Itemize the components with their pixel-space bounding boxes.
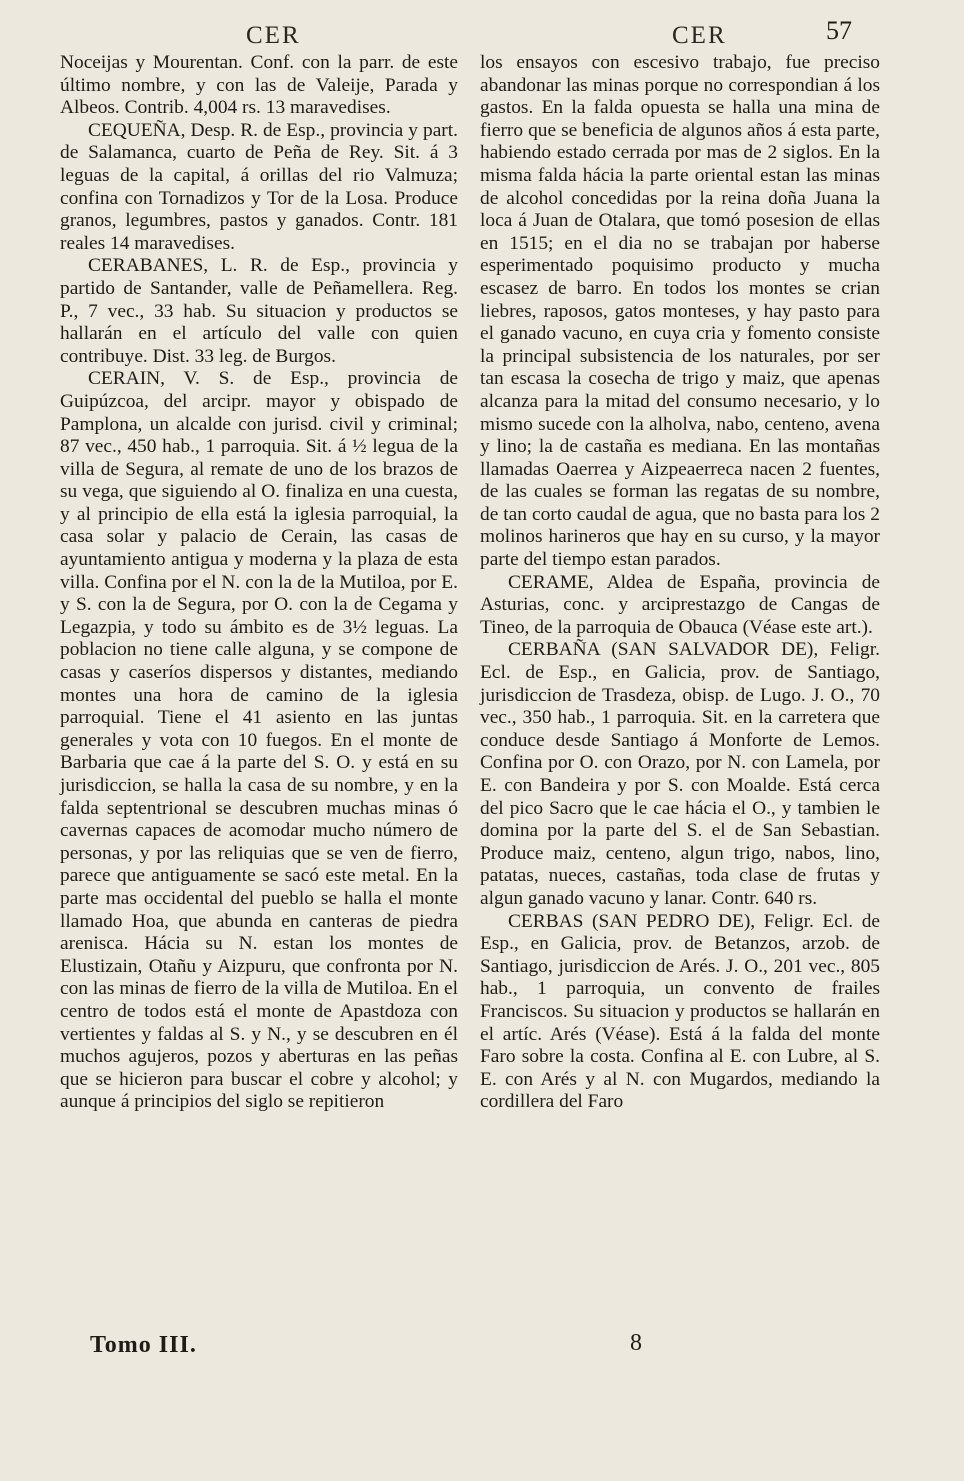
signature-mark: 8	[630, 1330, 642, 1356]
entry-paragraph: CERAIN, V. S. de Esp., provincia de Guipúzcoa, del arcipr. mayor y obispado de Pamplona, un alcalde con jurisd. civil y criminal; 87 vec., 450 hab., 1 parroquia. Sit. á ½ legua de la villa de Segura, al remate de uno de los brazos de su vega, que siguiendo al O. finaliza en una cuesta, y al principio de ella está la iglesia parroquial, la casa solar y palacio de Cerain, las casas de ayuntamiento antigua y moderna y la plaza de esta villa. Confina por el N. con la de la Mutiloa, por E. y S. con la de Segura, por O. con la de Cegama y Legazpia, y todo su ámbito es de 3½ leguas. La poblacion no tiene calle alguna, y se compone de casas y caseríos dispersos y distantes, mediando montes una hora de camino de la iglesia parroquial. Tiene el 41 asiento en las juntas generales y vota con 10 fuegos. En el monte de Barbaria que cae á la parte del S. O. y está en su jurisdiccion, se halla la casa de su nombre, y en la falda septentrional se descubren muchas minas ó cavernas capaces de acomodar mucho número de personas, y por las reliquias que se ven de fierro, parece que antiguamente se sacó este metal. En la parte mas occidental del pueblo se halla el monte llamado Hoa, que abunda en canteras de piedra arenisca. Hácia su N. estan los montes de Elustizain, Otañu y Aizpuru, que confronta por N. con las minas de fierro de la villa de Mutiloa. En el centro de todos está el monte de Apastdoza con vertientes y faldas al S. y N., y se descubren en él muchos agujeros, pozos y aberturas en las peñas que se hicieron para buscar el cobre y alcohol; y aunque á principios del siglo se repitieron	[60, 368, 458, 1113]
entry-paragraph: CERBAÑA (SAN SALVADOR DE), Feligr. Ecl. de Esp., en Galicia, prov. de Santiago, jurisdiccion de Trasdeza, obisp. de Lugo. J. O., 70 vec., 350 hab., 1 parroquia. Sit. en la carretera que conduce desde Santiago á Monforte de Lemos. Confina por O. con Orazo, por N. con Lamela, por E. con Bandeira y por S. con Moalde. Está cerca del pico Sacro que le cae hácia el O., y tambien le domina por la parte del S. el de San Sebastian. Produce maiz, centeno, algun trigo, nabos, lino, patatas, nueces, castañas, toda clase de frutas y algun ganado vacuno y lanar. Contr. 640 rs.	[480, 639, 880, 909]
right-column	[480, 52, 880, 1114]
entry-paragraph: CEQUEÑA, Desp. R. de Esp., provincia y part. de Salamanca, cuarto de Peña de Rey. Sit. á 3 leguas de la capital, á orillas del rio Valmuza; confina con Tornadizos y Tor de la Losa. Produce granos, legumbres, pastos y ganados. Contr. 181 reales 14 maravedises.	[60, 119, 458, 254]
entry-paragraph: Noceijas y Mourentan. Conf. con la parr. de este último nombre, y con las de Valeije, Parada y Albeos. Contrib. 4,004 rs. 13 maravedises.	[60, 52, 458, 119]
running-head-left: CER	[246, 22, 301, 49]
running-head-right: CER	[672, 22, 727, 49]
entry-paragraph: los ensayos con escesivo trabajo, fue preciso abandonar las minas porque no correspondian á los gastos. En la falda opuesta se halla una mina de fierro que se beneficia de algunos años á esta parte, habiendo estado cerrada por mas de 2 siglos. En la misma falda hácia la parte oriental estan las minas de alcohol concedidas por la reina doña Juana la loca á Juan de Otalara, que tomó posesion de ellas en 1515; en el dia no se trabajan por haberse esperimentado poquisimo producto y mucha escasez de barro. En todos los montes se crian liebres, raposos, gatos monteses, y hay pasto para el ganado vacuno, en cuya cria y fomento consiste la principal subsistencia de los naturales, por ser tan escasa la cosecha de trigo y maiz, que apenas alcanza para la mitad del consumo necesario, y lo mismo sucede con la alholva, nabo, centeno, avena y lino; la de castaña es mediana. En las montañas llamadas Oaerrea y Aizpeaerreca nacen 2 fuentes, de las cuales se forman las regatas de su nombre, de tan corto caudal de agua, que no basta para los 2 molinos harineros que hay en su curso, y la mayor parte del tiempo estan parados.	[480, 52, 880, 571]
volume-label: Tomo III.	[90, 1332, 197, 1358]
entry-paragraph: CERAME, Aldea de España, provincia de Asturias, conc. y arciprestazgo de Cangas de Tineo, de la parroquia de Obauca (Véase este art.).	[480, 571, 880, 638]
page-number: 57	[826, 16, 852, 45]
entry-paragraph: CERABANES, L. R. de Esp., provincia y partido de Santander, valle de Peñamellera. Reg. P., 7 vec., 33 hab. Su situacion y productos se hallarán en el artículo del valle con quien contribuye. Dist. 33 leg. de Burgos.	[60, 255, 458, 367]
entry-paragraph: CERBAS (SAN PEDRO DE), Feligr. Ecl. de Esp., en Galicia, prov. de Betanzos, arzob. de Santiago, jurisdiccion de Arés. J. O., 201 vec., 805 hab., 1 parroquia, un convento de frailes Franciscos. Su situacion y productos se hallarán en el artíc. Arés (Véase). Está á la falda del monte Faro sobre la costa. Confina al E. con Lubre, al S. E. con Arés y al N. con Mugardos, mediando la cordillera del Faro	[480, 910, 880, 1113]
left-column	[60, 52, 458, 1114]
